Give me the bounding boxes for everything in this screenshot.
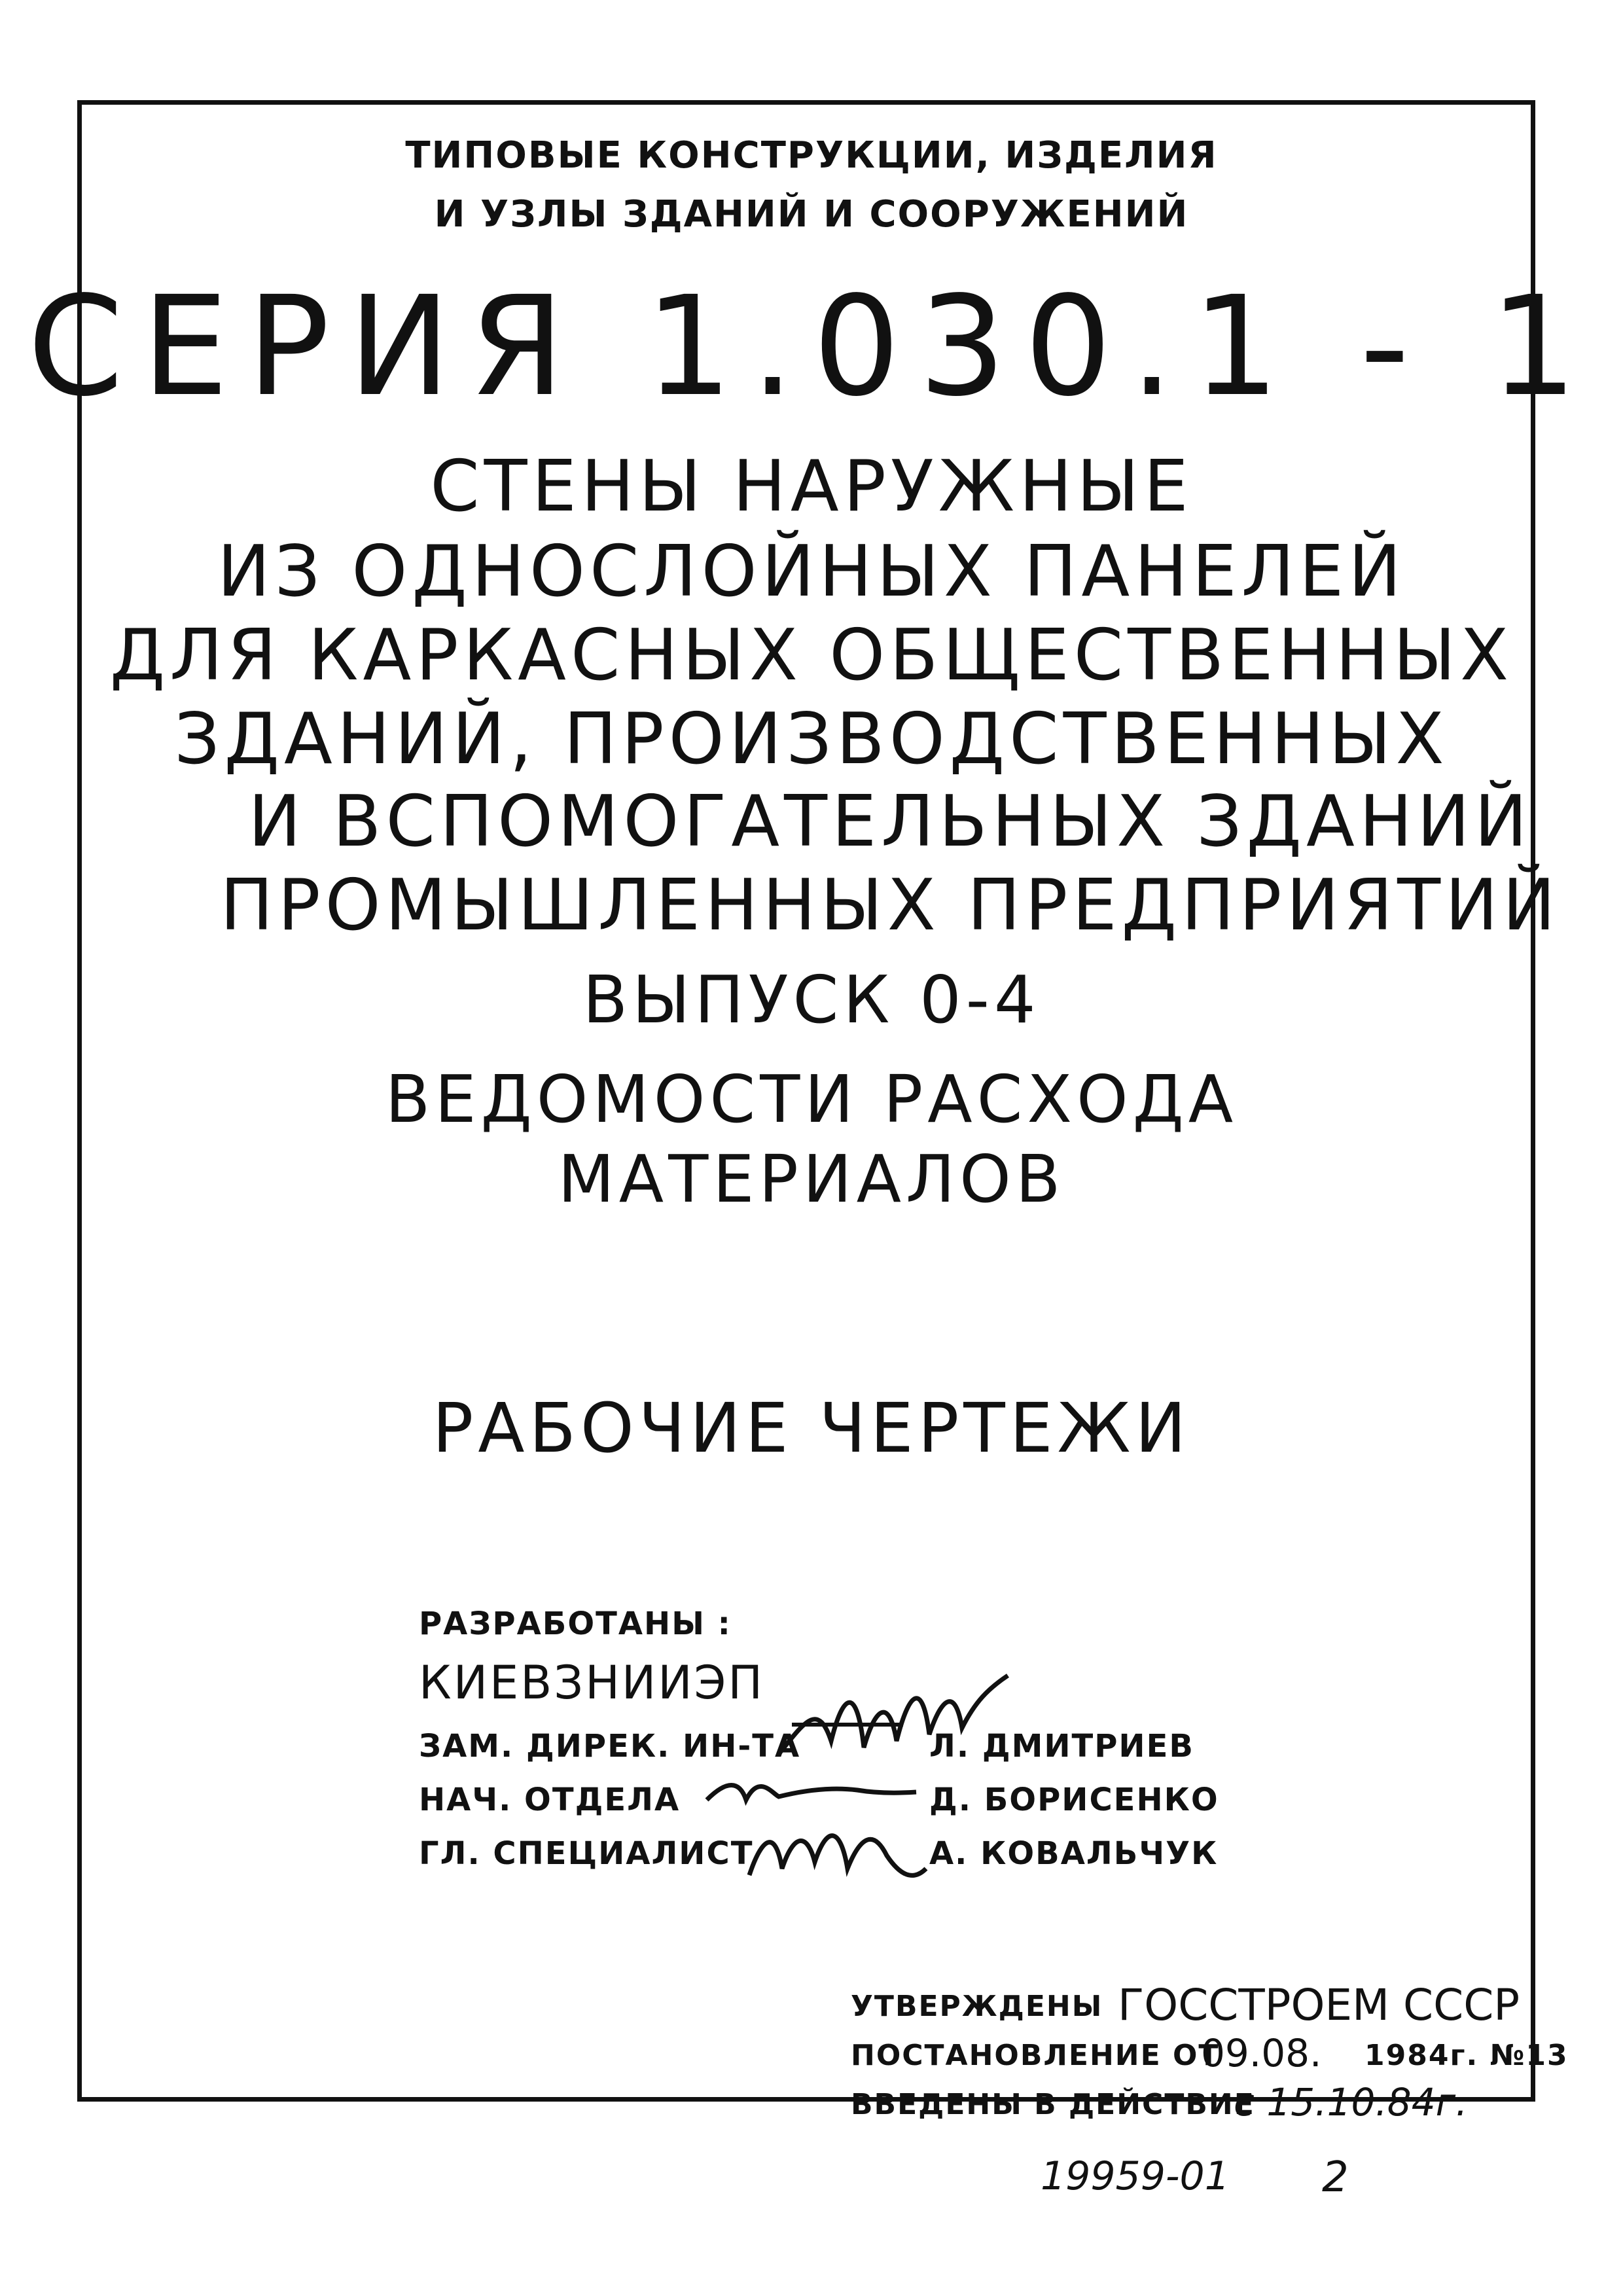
- approved-by: ГОССТРОЕМ СССР: [1118, 1980, 1520, 2030]
- header-line-1: ТИПОВЫЕ КОНСТРУКЦИИ, ИЗДЕЛИЯ: [405, 134, 1218, 177]
- signature-kovalchuk: [736, 1810, 933, 1895]
- developer-org: КИЕВЗНИИЭП: [419, 1656, 765, 1710]
- issue-number: ВЫПУСК 0-4: [582, 961, 1041, 1038]
- developers-label: РАЗРАБОТАНЫ :: [419, 1605, 732, 1642]
- series-title: СЕРИЯ 1.030.1 - 1: [27, 266, 1596, 427]
- effective-date: с 15.10.84г.: [1234, 2080, 1468, 2125]
- name-dmitriev: Л. ДМИТРИЕВ: [929, 1728, 1194, 1765]
- title-line-6: ПРОМЫШЛЕННЫХ ПРЕДПРИЯТИЙ: [220, 865, 1560, 946]
- title-line-3: ДЛЯ КАРКАСНЫХ ОБЩЕСТВЕННЫХ: [109, 615, 1514, 696]
- page-number: 2: [1322, 2153, 1349, 2202]
- signature-dmitriev: [766, 1662, 1014, 1780]
- position-department-head: НАЧ. ОТДЕЛА: [419, 1782, 681, 1818]
- approved-label: УТВЕРЖДЕНЫ: [851, 1990, 1103, 2023]
- name-kovalchuk: А. КОВАЛЬЧУК: [929, 1835, 1219, 1872]
- drawing-type: РАБОЧИЕ ЧЕРТЕЖИ: [432, 1388, 1191, 1468]
- subtitle-line-2: МАТЕРИАЛОВ: [558, 1141, 1065, 1217]
- position-deputy-director: ЗАМ. ДИРЕК. ИН-ТА: [419, 1728, 801, 1765]
- position-chief-specialist: ГЛ. СПЕЦИАЛИСТ: [419, 1835, 754, 1872]
- subtitle-line-1: ВЕДОМОСТИ РАСХОДА: [385, 1061, 1238, 1138]
- header-line-2: И УЗЛЫ ЗДАНИЙ И СООРУЖЕНИЙ: [434, 193, 1189, 236]
- title-line-2: ИЗ ОДНОСЛОЙНЫХ ПАНЕЛЕЙ: [217, 531, 1406, 613]
- document-number: 19959-01: [1041, 2153, 1230, 2199]
- title-line-5: И ВСПОМОГАТЕЛЬНЫХ ЗДАНИЙ: [248, 781, 1532, 863]
- title-line-1: СТЕНЫ НАРУЖНЫЕ: [430, 446, 1193, 528]
- resolution-number: 1984г. №13: [1364, 2039, 1569, 2072]
- name-borisenko: Д. БОРИСЕНКО: [929, 1782, 1219, 1818]
- effective-label: ВВЕДЕНЫ В ДЕЙСТВИЕ: [851, 2088, 1255, 2121]
- title-line-4: ЗДАНИЙ, ПРОИЗВОДСТВЕННЫХ: [174, 698, 1449, 780]
- resolution-label: ПОСТАНОВЛЕНИЕ ОТ: [851, 2039, 1220, 2072]
- resolution-date: 09.08.: [1201, 2031, 1322, 2075]
